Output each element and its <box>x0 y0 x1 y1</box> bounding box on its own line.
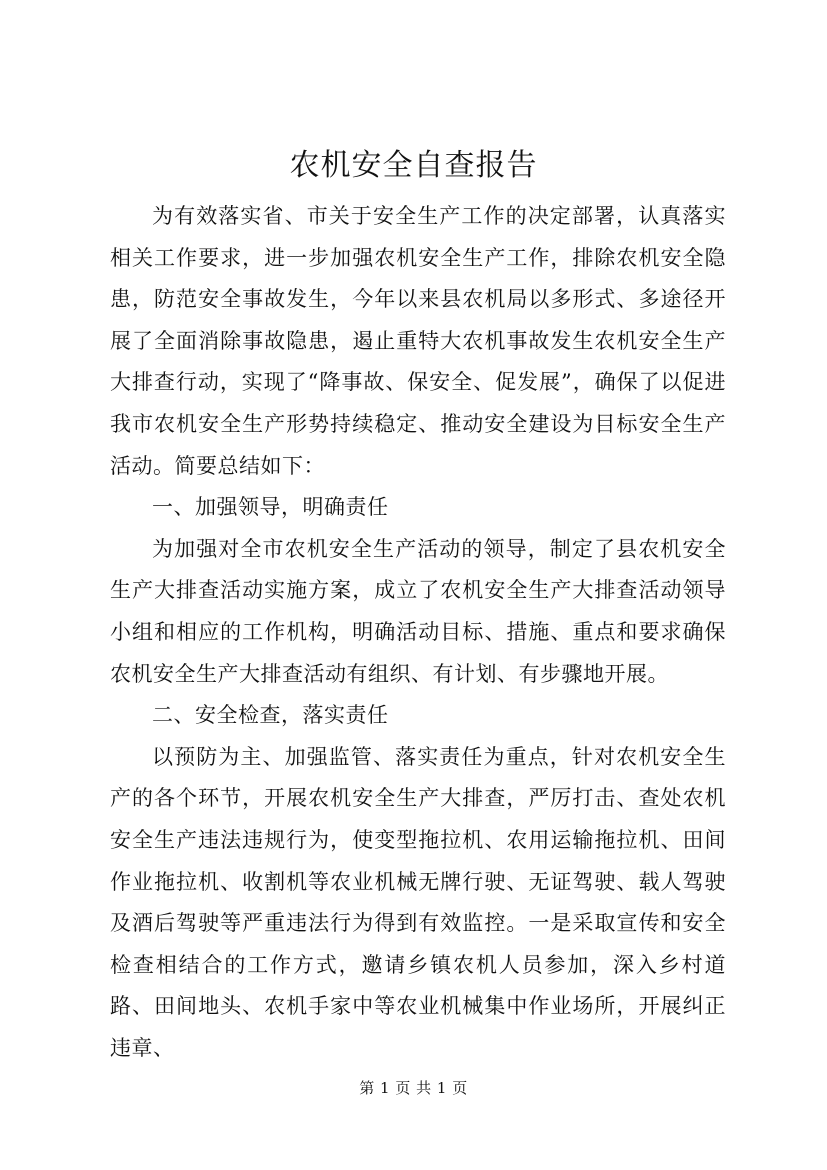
section-heading-1: 一、加强领导，明确责任 <box>152 495 389 520</box>
page-number-footer: 第 1 页 共 1 页 <box>359 1079 468 1097</box>
paragraph-section-2: 以预防为主、加强监管、落实责任为重点，针对农机安全生产的各个环节，开展农机安全生产大排查，严厉打击、查处农机安全生产违法违规行为，使变型拖拉机、农用运输拖拉机、田间作业拖拉机、收割机等农业机械无牌行驶、无证驾驶、载人驾驶及酒后驾驶等严重违法行为得到有效监控。一是采取宣传和安全检查相结合的工作方式，邀请乡镇农机人员参加，深入乡村道路、田间地头、农机手家中等农业机械集中作业场所，开展纠正违章、 <box>110 744 726 1060</box>
document-body <box>110 196 726 1069</box>
section-heading-2: 二、安全检查，落实责任 <box>152 703 389 728</box>
document-title: 农机安全自查报告 <box>289 148 538 183</box>
paragraph-intro: 为有效落实省、市关于安全生产工作的决定部署，认真落实相关工作要求，进一步加强农机安全生产工作，排除农机安全隐患，防范安全事故发生，今年以来县农机局以多形式、多途径开展了全面消除事故隐患，遏止重特大农机事故发生农机安全生产大排查行动，实现了“降事故、保安全、促发展”，确保了以促进我市农机安全生产形势持续稳定、推动安全建设为目标安全生产活动。简要总结如下： <box>110 204 726 478</box>
paragraph-section-1: 为加强对全市农机安全生产活动的领导，制定了县农机安全生产大排查活动实施方案，成立了农机安全生产大排查活动领导小组和相应的工作机构，明确活动目标、措施、重点和要求确保农机安全生产大排查活动有组织、有计划、有步骤地开展。 <box>110 536 726 686</box>
